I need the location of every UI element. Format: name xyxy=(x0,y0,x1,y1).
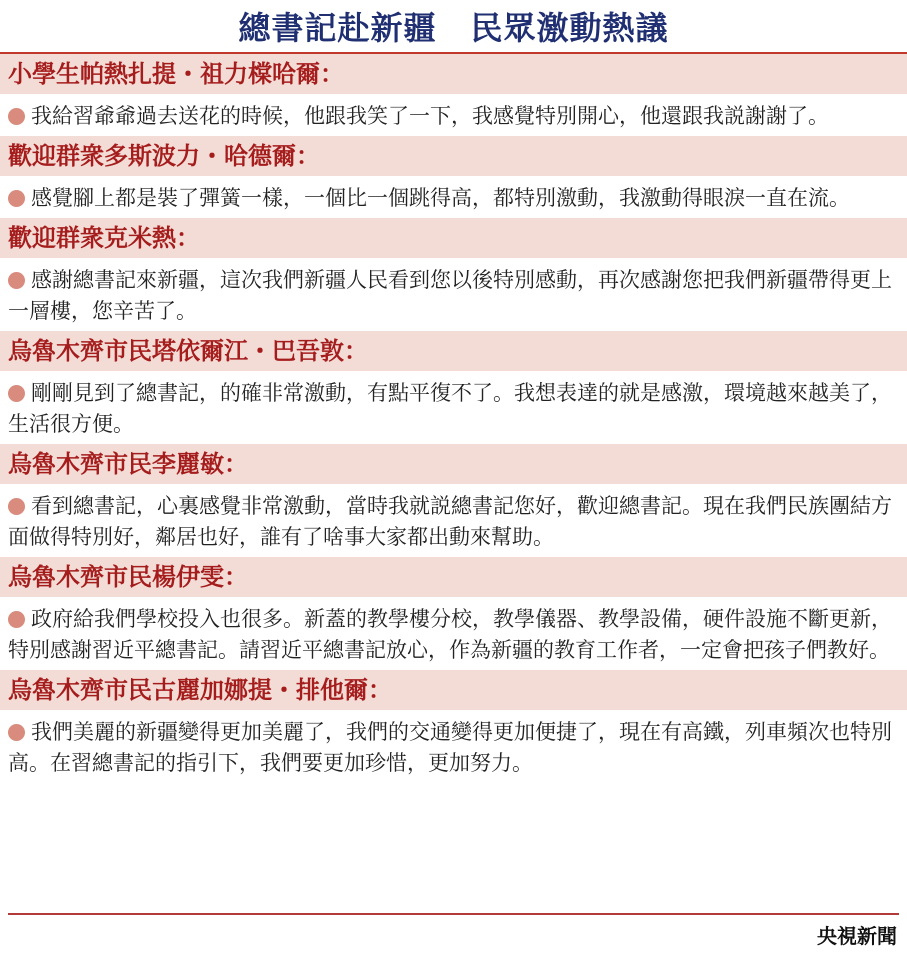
quote-body: 我給習爺爺過去送花的時候，他跟我笑了一下，我感覺特別開心，他還跟我説謝謝了。 xyxy=(31,104,829,128)
quote-body: 政府給我們學校投入也很多。新蓋的教學樓分校，教學儀器、教學設備，硬件設施不斷更新，特別感謝習近平總書記。請習近平總書記放心，作為新疆的教育工作者，一定會把孩子們教好。 xyxy=(8,607,892,662)
quote-body: 剛剛見到了總書記，的確非常激動，有點平復不了。我想表達的就是感激，環境越來越美了，生活很方便。 xyxy=(8,381,892,436)
quote-entry xyxy=(0,331,907,444)
footer-divider xyxy=(8,913,899,915)
speaker-name: 烏魯木齊市民塔依爾江・巴吾敦： xyxy=(0,331,907,372)
quote-text xyxy=(0,259,907,331)
page-title xyxy=(0,0,907,54)
bullet-dot-icon xyxy=(8,108,25,125)
bullet-dot-icon xyxy=(8,724,25,741)
quote-text xyxy=(0,177,907,218)
quote-text xyxy=(0,372,907,444)
quote-text xyxy=(0,485,907,557)
quote-text xyxy=(0,711,907,783)
quote-text xyxy=(0,598,907,670)
title-part-2: 民眾激動熱議 xyxy=(470,9,669,47)
quote-entry xyxy=(0,670,907,783)
quote-body: 感覺腳上都是裝了彈簧一樣，一個比一個跳得高，都特別激動，我激動得眼淚一直在流。 xyxy=(31,186,850,210)
speaker-name: 歡迎群衆多斯波力・哈德爾： xyxy=(0,136,907,177)
quote-entry xyxy=(0,136,907,218)
speaker-name: 烏魯木齊市民古麗加娜提・排他爾： xyxy=(0,670,907,711)
quote-entry xyxy=(0,54,907,136)
quote-text xyxy=(0,95,907,136)
bullet-dot-icon xyxy=(8,272,25,289)
quote-entry xyxy=(0,444,907,557)
speaker-name: 烏魯木齊市民李麗敏： xyxy=(0,444,907,485)
source-credit: 央視新聞 xyxy=(817,924,897,948)
quote-body: 我們美麗的新疆變得更加美麗了，我們的交通變得更加便捷了，現在有高鐵，列車頻次也特別高。在習總書記的指引下，我們要更加珍惜，更加努力。 xyxy=(8,720,892,775)
bullet-dot-icon xyxy=(8,611,25,628)
speaker-name: 小學生帕熱扎提・祖力橖哈爾： xyxy=(0,54,907,95)
speaker-name: 歡迎群衆克米熱： xyxy=(0,218,907,259)
bullet-dot-icon xyxy=(8,385,25,402)
title-part-1: 總書記赴新疆 xyxy=(238,9,437,47)
quote-body: 感謝總書記來新疆，這次我們新疆人民看到您以後特別感動，再次感謝您把我們新疆帶得更上一層樓，您辛苦了。 xyxy=(8,268,892,323)
quote-entry xyxy=(0,218,907,331)
speaker-name: 烏魯木齊市民楊伊雯： xyxy=(0,557,907,598)
bullet-dot-icon xyxy=(8,190,25,207)
quote-entry xyxy=(0,557,907,670)
bullet-dot-icon xyxy=(8,498,25,515)
quote-body: 看到總書記，心裏感覺非常激動，當時我就説總書記您好，歡迎總書記。現在我們民族團結方面做得特別好，鄰居也好，誰有了啥事大家都出動來幫助。 xyxy=(8,494,892,549)
